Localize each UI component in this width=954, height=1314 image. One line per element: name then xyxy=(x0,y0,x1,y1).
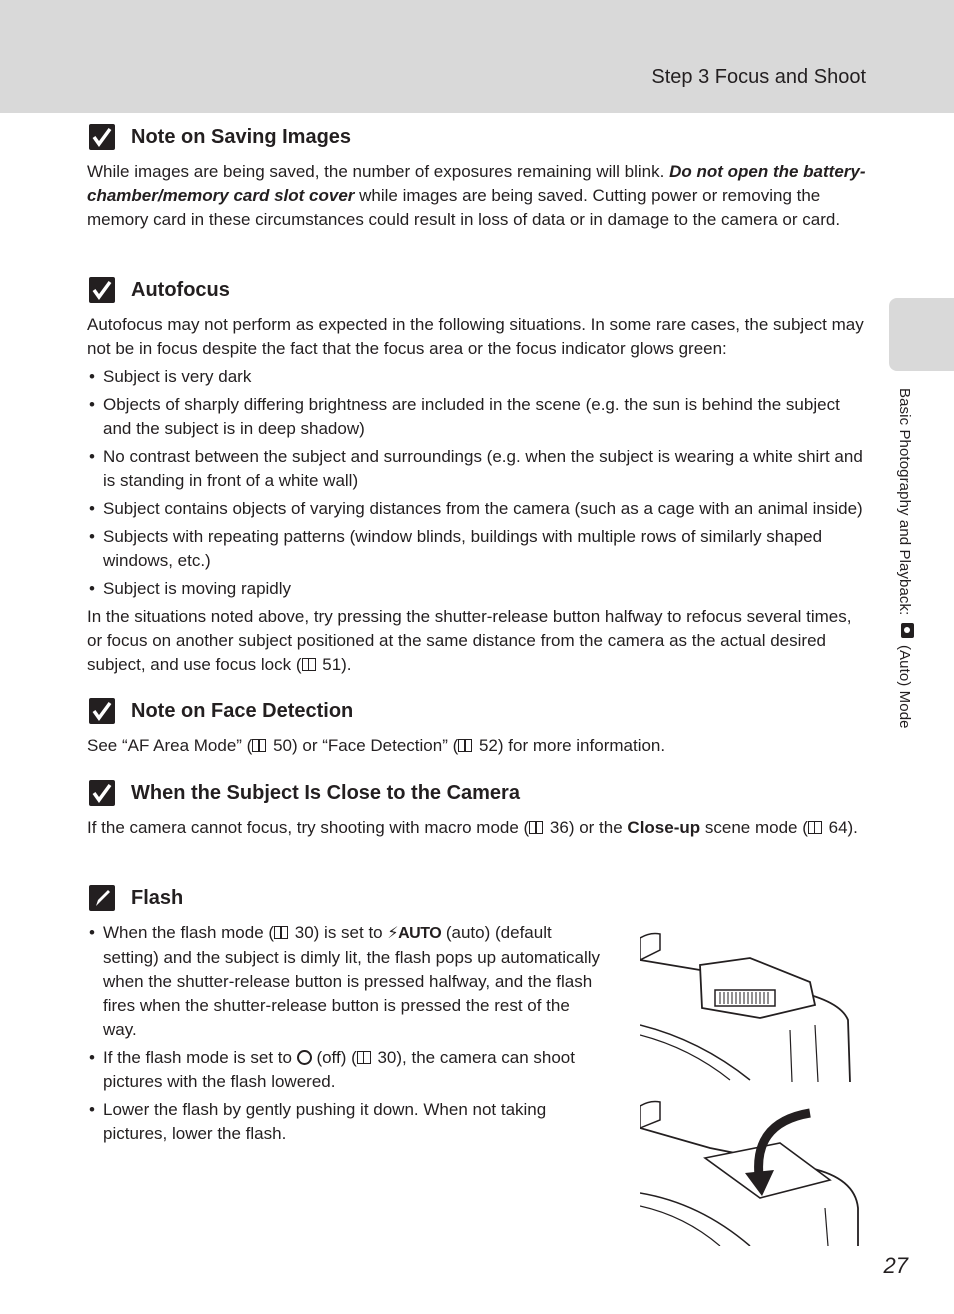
body-text: 36) or the xyxy=(545,818,628,837)
section-title: Note on Face Detection xyxy=(131,700,354,722)
body-text: 30) is set to xyxy=(290,923,388,942)
body-text: (off) ( xyxy=(311,1048,357,1067)
chapter-side-label xyxy=(896,388,914,729)
chapter-label-start: Basic Photography and Playback: xyxy=(896,388,913,620)
bullet-list xyxy=(87,365,867,601)
check-note-icon xyxy=(89,277,115,303)
body-text: See “AF Area Mode” ( xyxy=(87,736,253,755)
flash-off-icon xyxy=(297,1050,312,1065)
list-item: • Subject contains objects of varying distances from the camera (such as a cage with an animal inside) xyxy=(87,497,867,521)
book-reference-icon xyxy=(302,658,316,671)
section-autofocus xyxy=(87,277,867,677)
list-item xyxy=(87,921,607,1042)
page-number: 27 xyxy=(883,1253,908,1278)
body-text: 30), the camera can shoot pictures with the flash lowered. xyxy=(103,1048,575,1091)
body-text: While images are being saved, the number of exposures remaining will blink. xyxy=(87,162,670,181)
section-face-detection xyxy=(87,698,867,758)
chapter-label-end: (Auto) Mode xyxy=(896,640,913,729)
section-close-subject xyxy=(87,780,867,840)
body-text: while images are being saved. Cutting power or removing the memory card in these circumstances could result in loss of data or in damage to the camera or card. xyxy=(87,186,841,229)
warning-text: Do not open the battery-chamber/memory card slot cover xyxy=(87,162,866,205)
body-text: 50) or “Face Detection” ( xyxy=(268,736,459,755)
section-outro xyxy=(87,605,867,677)
section-body xyxy=(87,160,867,232)
camera-auto-icon xyxy=(901,623,914,638)
book-reference-icon xyxy=(274,926,288,939)
section-body xyxy=(87,734,867,758)
list-item xyxy=(87,1046,607,1094)
list-item: • Lower the flash by gently pushing it down. When not taking pictures, lower the flash. xyxy=(87,1098,607,1146)
body-text: scene mode ( xyxy=(700,818,808,837)
body-text: If the flash mode is set to xyxy=(103,1048,297,1067)
body-text: 52) for more information. xyxy=(474,736,666,755)
page-reference: 51). xyxy=(317,655,352,674)
section-title: When the Subject Is Close to the Camera xyxy=(131,782,520,804)
book-reference-icon xyxy=(808,821,822,834)
section-title: Flash xyxy=(131,887,184,909)
list-item: • Objects of sharply differing brightness are included in the scene (e.g. the sun is behind the subject and the subject is in deep shadow) xyxy=(87,393,867,441)
bullet-list xyxy=(87,921,607,1146)
section-title: Autofocus xyxy=(131,279,230,301)
book-reference-icon xyxy=(529,821,543,834)
flash-raised-illustration xyxy=(640,930,862,1082)
section-intro: Autofocus may not perform as expected in the following situations. In some rare cases, the subject may not be in focus despite the fact that the focus area or the focus indicator glows green: xyxy=(87,315,864,358)
book-reference-icon xyxy=(458,739,472,752)
header-band xyxy=(0,0,954,113)
body-text: If the camera cannot focus, try shooting with macro mode ( xyxy=(87,818,530,837)
list-item: • Subject is moving rapidly xyxy=(87,577,867,601)
flash-auto-symbol: ⚡AUTO xyxy=(387,925,442,942)
check-note-icon xyxy=(89,698,115,724)
page-header-title: Step 3 Focus and Shoot xyxy=(651,66,866,88)
list-item: • No contrast between the subject and surroundings (e.g. when the subject is wearing a white shirt and is standing in front of a white wall) xyxy=(87,445,867,493)
scene-mode-name: Close-up xyxy=(627,818,701,837)
section-flash xyxy=(87,885,607,1150)
chapter-tab xyxy=(889,298,954,371)
body-text: In the situations noted above, try pressing the shutter-release button halfway to refocus several times, or focus on another subject positioned at the same distance from the camera as the actual desired subject, and use focus lock ( xyxy=(87,607,852,674)
section-saving-images xyxy=(87,124,867,232)
list-item: • Subjects with repeating patterns (window blinds, buildings with multiple rows of similarly shaped windows, etc.) xyxy=(87,525,867,573)
flash-lowering-illustration xyxy=(640,1098,862,1246)
body-text: When the flash mode ( xyxy=(103,923,275,942)
body-text: (auto) (default setting) and the subject is dimly lit, the flash pops up automatically when the shutter-release button is pressed halfway, and the flash fires when the shutter-release button is pressed the rest of the way. xyxy=(103,923,601,1039)
list-item: • Subject is very dark xyxy=(87,365,867,389)
section-body xyxy=(87,816,867,840)
book-reference-icon xyxy=(357,1051,371,1064)
body-text: 64). xyxy=(823,818,858,837)
pencil-tip-icon xyxy=(89,885,115,911)
check-note-icon xyxy=(89,124,115,150)
check-note-icon xyxy=(89,780,115,806)
book-reference-icon xyxy=(252,739,266,752)
section-title: Note on Saving Images xyxy=(131,126,352,148)
